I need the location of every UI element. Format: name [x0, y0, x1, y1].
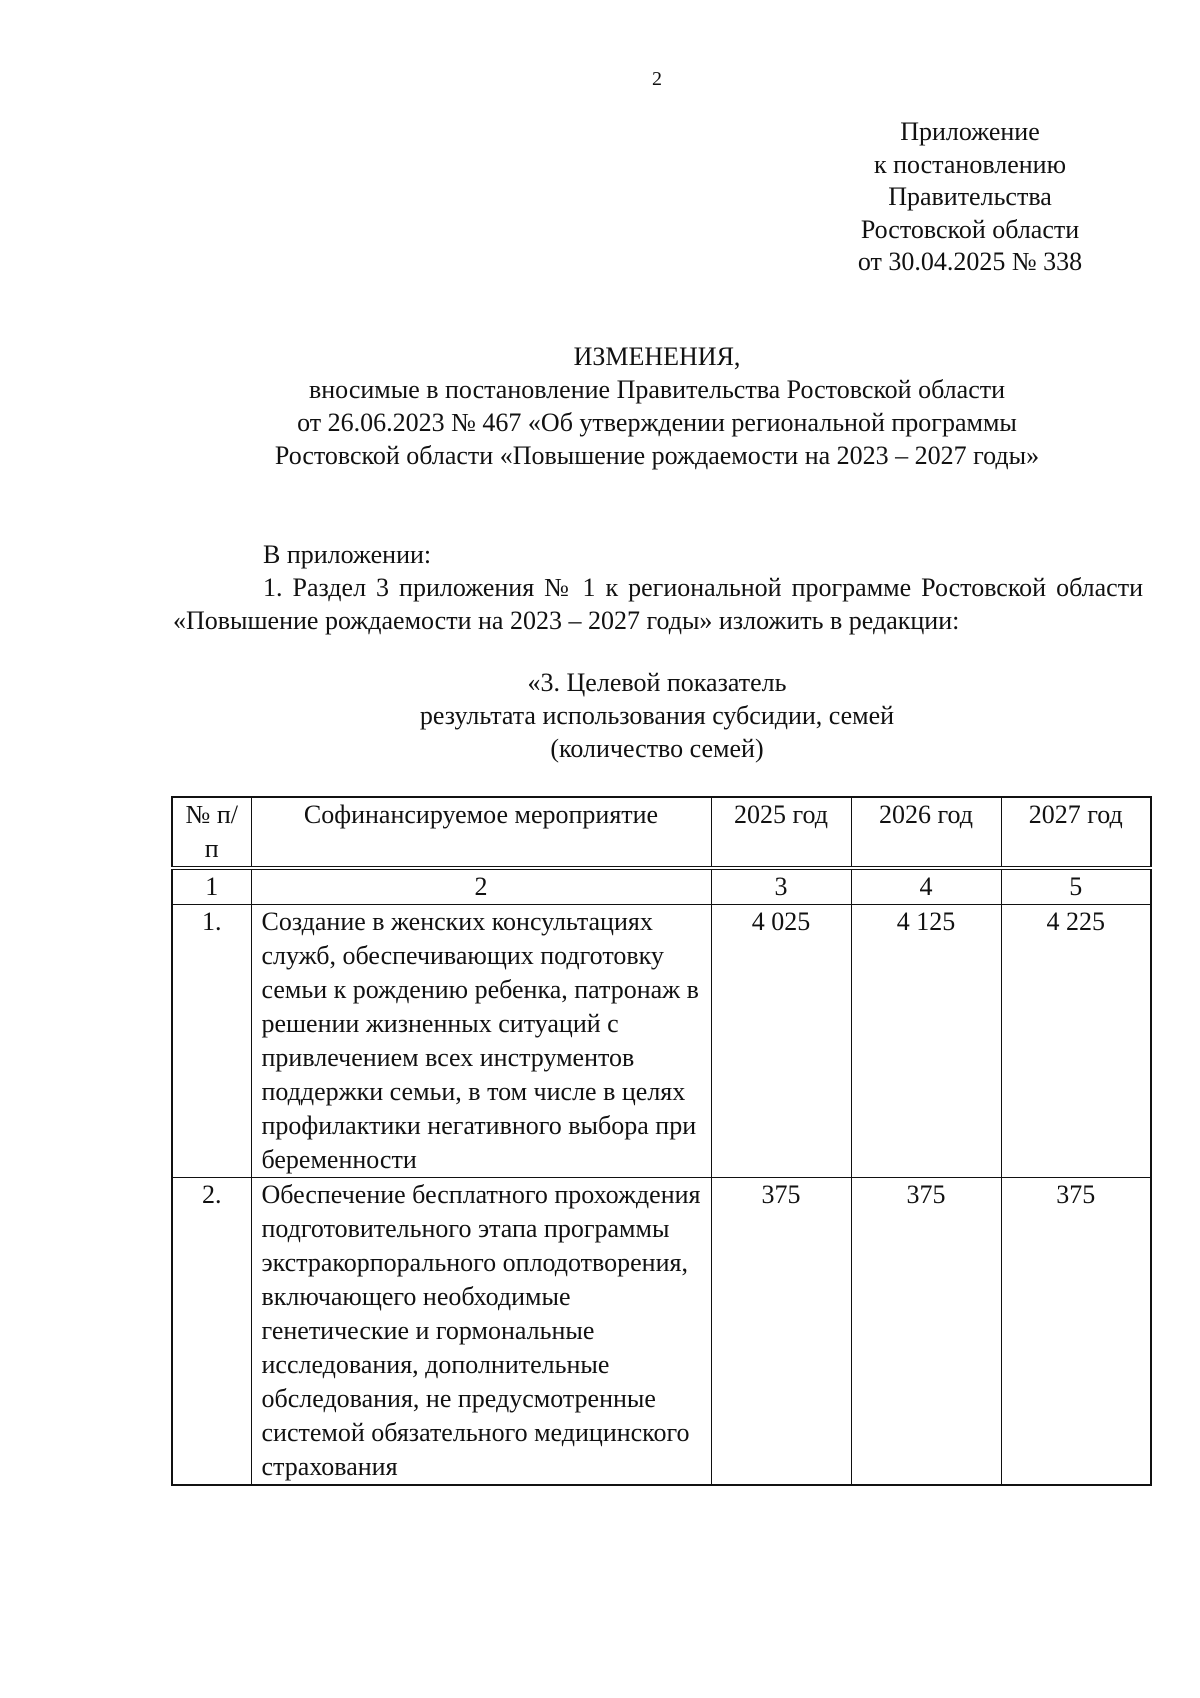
- row-value-2027: 375: [1001, 1178, 1151, 1486]
- title-line: от 26.06.2023 № 467 «Об утверждении региональной программы: [297, 408, 1017, 437]
- column-number: 1: [172, 868, 251, 905]
- intro-item: 1. Раздел 3 приложения № 1 к региональной программе Ростовской области «Повышение рождаемости на 2023 – 2027 годы» изложить в редакции:: [173, 573, 1143, 635]
- row-activity: Создание в женских консультациях служб, обеспечивающих подготовку семьи к рождению ребенка, патронаж в решении жизненных ситуаций с привлечением всех инструментов поддержки семьи, в том числе в целях профилактики негативного выбора при беременности: [251, 905, 711, 1178]
- table-row: [172, 1178, 1151, 1486]
- row-number: 2.: [172, 1178, 251, 1486]
- page-number: 2: [652, 68, 662, 90]
- appendix-line: Ростовской области: [860, 214, 1080, 244]
- column-number-row: [172, 868, 1151, 905]
- document-title: [150, 340, 1164, 472]
- intro-lead: В приложении:: [263, 540, 432, 569]
- appendix-line: Приложение: [900, 117, 1040, 146]
- header-2025: 2025 год: [711, 797, 851, 868]
- title-line: Ростовской области «Повышение рождаемости на 2023 – 2027 годы»: [274, 441, 1040, 470]
- row-value-2026: 375: [851, 1178, 1001, 1486]
- table-header-row: [172, 797, 1151, 868]
- section-line: (количество семей): [550, 734, 764, 763]
- appendix-block: [820, 116, 1120, 279]
- appendix-line: к постановлению: [873, 149, 1067, 179]
- row-value-2025: 375: [711, 1178, 851, 1486]
- column-number: 2: [251, 868, 711, 905]
- appendix-line: Правительства: [888, 182, 1052, 211]
- table-row: [172, 905, 1151, 1178]
- intro: [173, 538, 1143, 637]
- row-value-2027: 4 225: [1001, 905, 1151, 1178]
- appendix-line: от 30.04.2025 № 338: [857, 247, 1083, 276]
- header-2027: 2027 год: [1001, 797, 1151, 868]
- row-activity: Обеспечение бесплатного прохождения подготовительного этапа программы экстракорпорального оплодотворения, включающего необходимые генетические и гормональные исследования, дополнительные обследования, не предусмотренные системой обязательного медицинского страхования: [251, 1178, 711, 1486]
- column-number: 3: [711, 868, 851, 905]
- header-2026: 2026 год: [851, 797, 1001, 868]
- title-line: вносимые в постановление Правительства Ростовской области: [308, 375, 1006, 404]
- row-value-2026: 4 125: [851, 905, 1001, 1178]
- section-heading: [150, 666, 1164, 765]
- target-indicator-table: [171, 796, 1152, 1486]
- title-heading: ИЗМЕНЕНИЯ,: [573, 342, 741, 371]
- row-number: 1.: [172, 905, 251, 1178]
- column-number: 5: [1001, 868, 1151, 905]
- column-number: 4: [851, 868, 1001, 905]
- section-line: результата использования субсидии, семей: [419, 701, 895, 730]
- header-activity: Софинансируемое мероприятие: [251, 797, 711, 868]
- row-value-2025: 4 025: [711, 905, 851, 1178]
- header-number: № п/п: [172, 797, 251, 868]
- section-line: «3. Целевой показатель: [527, 668, 787, 697]
